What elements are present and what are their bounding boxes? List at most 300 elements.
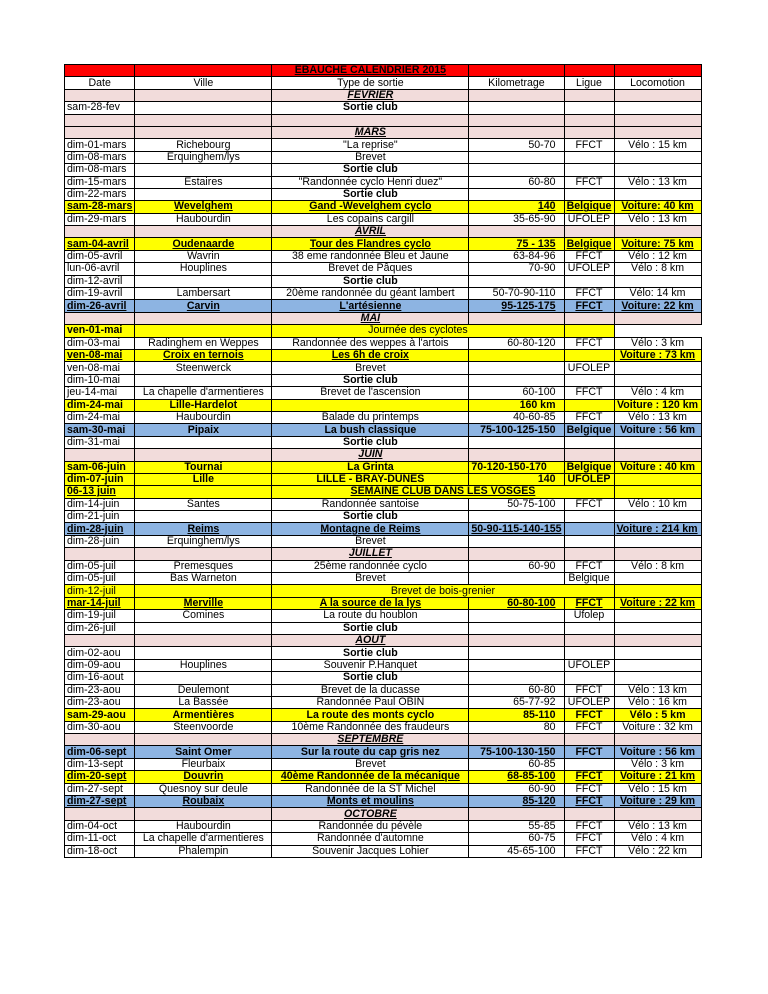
event-locomotion: Vélo : 15 km	[614, 139, 701, 151]
event-locomotion: Voiture : 32 km	[614, 721, 701, 733]
event-locomotion: Voiture : 40 km	[614, 461, 701, 473]
event-locomotion: Voiture : 21 km	[614, 771, 701, 783]
month-name: AOUT	[272, 634, 469, 646]
event-city: Armentières	[135, 709, 272, 721]
event-type: Brevet de bois-grenier	[272, 585, 614, 597]
event-type: Randonnée de la ST Michel	[272, 783, 469, 795]
event-city: Comines	[135, 610, 272, 622]
event-row	[65, 845, 702, 857]
event-locomotion: Voiture : 56 km	[614, 424, 701, 436]
event-row	[65, 374, 702, 386]
event-city: Erquinghem/lys	[135, 535, 272, 547]
event-row	[65, 201, 702, 213]
event-row	[65, 275, 702, 287]
event-km: 75-100-130-150	[469, 746, 564, 758]
event-locomotion: Vélo : 4 km	[614, 387, 701, 399]
month-row	[65, 226, 702, 238]
event-city: Reims	[135, 523, 272, 535]
event-ligue	[564, 436, 614, 448]
event-locomotion	[614, 362, 701, 374]
event-city	[135, 622, 272, 634]
event-ligue: UFOLEP	[564, 213, 614, 225]
event-km: 40-60-85	[469, 411, 564, 423]
event-date: dim-24-mai	[65, 411, 135, 423]
title-row	[65, 65, 702, 77]
empty-cell	[614, 114, 701, 126]
event-km	[469, 164, 564, 176]
empty-cell	[614, 634, 701, 646]
event-km	[469, 188, 564, 200]
event-locomotion: Vélo : 8 km	[614, 560, 701, 572]
event-type: Randonnée des weppes à l'artois	[272, 337, 469, 349]
event-km: 140	[469, 201, 564, 213]
event-city: Bas Warneton	[135, 573, 272, 585]
empty-cell	[65, 634, 135, 646]
event-row	[65, 436, 702, 448]
event-type: Sur la route du cap gris nez	[272, 746, 469, 758]
event-km: 160 km	[469, 399, 564, 411]
empty-cell	[469, 89, 564, 101]
event-city: Roubaix	[135, 796, 272, 808]
event-type: Sortie club	[272, 622, 469, 634]
event-type: 38 eme randonnée Bleu et Jaune	[272, 250, 469, 262]
event-km	[469, 362, 564, 374]
event-locomotion	[614, 486, 701, 498]
empty-cell	[614, 449, 701, 461]
event-date: dim-21-juin	[65, 511, 135, 523]
event-locomotion	[614, 374, 701, 386]
month-row	[65, 312, 702, 324]
header-km: Kilometrage	[469, 77, 564, 89]
event-row	[65, 263, 702, 275]
header-loco: Locomotion	[614, 77, 701, 89]
event-date: dim-20-sept	[65, 771, 135, 783]
empty-cell	[135, 808, 272, 820]
event-city	[135, 325, 272, 337]
event-type: LILLE - BRAY-DUNES	[272, 473, 469, 485]
event-km: 60-100	[469, 387, 564, 399]
event-city: Richebourg	[135, 139, 272, 151]
event-row	[65, 597, 702, 609]
event-date: dim-18-oct	[65, 845, 135, 857]
event-city: Croix en ternois	[135, 349, 272, 361]
event-row	[65, 758, 702, 770]
event-city	[135, 275, 272, 287]
event-locomotion: Vélo : 10 km	[614, 498, 701, 510]
event-ligue	[564, 399, 614, 411]
event-row	[65, 672, 702, 684]
event-ligue	[564, 275, 614, 287]
event-km: 70-120-150-170	[469, 461, 564, 473]
event-date: dim-22-mars	[65, 188, 135, 200]
event-row	[65, 102, 702, 114]
event-km: 95-125-175	[469, 300, 564, 312]
event-ligue: FFCT	[564, 709, 614, 721]
empty-cell	[469, 449, 564, 461]
event-row	[65, 238, 702, 250]
event-locomotion: Vélo : 3 km	[614, 337, 701, 349]
event-city: Steenwerck	[135, 362, 272, 374]
event-city: La Bassée	[135, 696, 272, 708]
event-city: Estaires	[135, 176, 272, 188]
event-ligue: FFCT	[564, 411, 614, 423]
event-locomotion	[614, 647, 701, 659]
event-km	[469, 275, 564, 287]
event-ligue: UFOLEP	[564, 696, 614, 708]
event-ligue: FFCT	[564, 560, 614, 572]
empty-cell	[469, 634, 564, 646]
event-city	[135, 672, 272, 684]
event-date: dim-10-mai	[65, 374, 135, 386]
event-locomotion	[614, 672, 701, 684]
event-date: dim-19-juil	[65, 610, 135, 622]
empty-cell	[564, 226, 614, 238]
event-locomotion	[614, 473, 701, 485]
event-locomotion: Vélo : 13 km	[614, 176, 701, 188]
event-ligue	[564, 647, 614, 659]
event-ligue: Belgique	[564, 461, 614, 473]
empty-cell	[135, 548, 272, 560]
event-ligue: FFCT	[564, 300, 614, 312]
event-city	[135, 436, 272, 448]
empty-cell	[135, 126, 272, 138]
event-city: Lille	[135, 473, 272, 485]
event-locomotion	[564, 325, 614, 337]
event-ligue: FFCT	[564, 139, 614, 151]
event-ligue: FFCT	[564, 250, 614, 262]
event-km: 140	[469, 473, 564, 485]
event-type: 40ème Randonnée de la mécanique	[272, 771, 469, 783]
event-row	[65, 771, 702, 783]
event-date: dim-24-mai	[65, 399, 135, 411]
empty-cell	[614, 734, 701, 746]
empty-cell	[65, 312, 135, 324]
empty-cell	[65, 449, 135, 461]
empty-cell	[614, 126, 701, 138]
event-km: 68-85-100	[469, 771, 564, 783]
event-km: 60-80-120	[469, 337, 564, 349]
event-row	[65, 424, 702, 436]
event-ligue: FFCT	[564, 820, 614, 832]
event-date: sam-28-mars	[65, 201, 135, 213]
event-row	[65, 176, 702, 188]
event-city: Tournai	[135, 461, 272, 473]
event-date: dim-31-mai	[65, 436, 135, 448]
event-type: Les copains cargill	[272, 213, 469, 225]
event-date: dim-04-oct	[65, 820, 135, 832]
event-km	[469, 659, 564, 671]
event-row	[65, 535, 702, 547]
event-city	[135, 188, 272, 200]
event-locomotion: Vélo : 16 km	[614, 696, 701, 708]
event-locomotion: Voiture : 29 km	[614, 796, 701, 808]
event-city: Lille-Hardelot	[135, 399, 272, 411]
event-type: Sortie club	[272, 672, 469, 684]
event-date: jeu-14-mai	[65, 387, 135, 399]
event-city	[135, 585, 272, 597]
event-type: 25ème randonnée cyclo	[272, 560, 469, 572]
event-type: Sortie club	[272, 647, 469, 659]
event-date: dim-13-sept	[65, 758, 135, 770]
empty-cell	[65, 808, 135, 820]
event-row	[65, 721, 702, 733]
event-locomotion: Vélo : 13 km	[614, 213, 701, 225]
event-city: Haubourdin	[135, 213, 272, 225]
event-date: dim-08-mars	[65, 151, 135, 163]
event-locomotion: Vélo : 12 km	[614, 250, 701, 262]
event-km	[469, 511, 564, 523]
event-type	[272, 399, 469, 411]
event-ligue: FFCT	[564, 746, 614, 758]
event-type: Brevet de l'ascension	[272, 387, 469, 399]
event-km: 70-90	[469, 263, 564, 275]
event-locomotion	[614, 535, 701, 547]
event-date: dim-02-aou	[65, 647, 135, 659]
event-type: Gand -Wevelghem cyclo	[272, 201, 469, 213]
event-ligue	[564, 374, 614, 386]
empty-cell	[614, 548, 701, 560]
event-date: dim-26-juil	[65, 622, 135, 634]
header-ligue: Ligue	[564, 77, 614, 89]
event-row	[65, 387, 702, 399]
event-row	[65, 213, 702, 225]
month-name: MARS	[272, 126, 469, 138]
event-row	[65, 151, 702, 163]
empty-cell	[135, 89, 272, 101]
event-date: dim-27-sept	[65, 783, 135, 795]
event-date: ven-08-mai	[65, 349, 135, 361]
event-row	[65, 411, 702, 423]
event-date: lun-06-avril	[65, 263, 135, 275]
event-date: dim-27-sept	[65, 796, 135, 808]
event-locomotion	[614, 573, 701, 585]
event-row	[65, 796, 702, 808]
event-type: Brevet	[272, 573, 469, 585]
event-type: Sortie club	[272, 164, 469, 176]
event-km: 55-85	[469, 820, 564, 832]
empty-cell	[272, 114, 469, 126]
event-type: Brevet	[272, 535, 469, 547]
event-type: Monts et moulins	[272, 796, 469, 808]
event-type: Tour des Flandres cyclo	[272, 238, 469, 250]
event-km	[469, 535, 564, 547]
event-row	[65, 709, 702, 721]
event-ligue: Ufolep	[564, 610, 614, 622]
event-date: dim-12-avril	[65, 275, 135, 287]
event-ligue: UFOLEP	[564, 659, 614, 671]
event-city: Lambersart	[135, 288, 272, 300]
empty-cell	[65, 89, 135, 101]
event-date: dim-28-juin	[65, 523, 135, 535]
empty-cell	[135, 114, 272, 126]
event-row	[65, 473, 702, 485]
event-city: Wavrin	[135, 250, 272, 262]
empty-cell	[65, 114, 135, 126]
event-locomotion: Vélo : 13 km	[614, 411, 701, 423]
event-locomotion	[614, 436, 701, 448]
empty-cell	[614, 226, 701, 238]
event-date: dim-23-aou	[65, 684, 135, 696]
event-type: Balade du printemps	[272, 411, 469, 423]
event-date: dim-30-aou	[65, 721, 135, 733]
event-date: dim-19-avril	[65, 288, 135, 300]
event-row	[65, 696, 702, 708]
event-km	[469, 647, 564, 659]
empty-cell	[469, 808, 564, 820]
event-date: dim-15-mars	[65, 176, 135, 188]
event-type: La bush classique	[272, 424, 469, 436]
event-row	[65, 573, 702, 585]
event-type: Randonnée Paul OBIN	[272, 696, 469, 708]
event-date: dim-05-juil	[65, 560, 135, 572]
event-locomotion: Voiture : 120 km	[614, 399, 701, 411]
event-city: Haubourdin	[135, 411, 272, 423]
event-km: 63-84-96	[469, 250, 564, 262]
event-type: La route des monts cyclo	[272, 709, 469, 721]
event-locomotion	[614, 659, 701, 671]
event-city: Oudenaarde	[135, 238, 272, 250]
event-type: SEMAINE CLUB DANS LES VOSGES	[272, 486, 614, 498]
event-date: sam-04-avril	[65, 238, 135, 250]
event-type: Brevet	[272, 151, 469, 163]
event-city: Douvrin	[135, 771, 272, 783]
empty-cell	[65, 548, 135, 560]
event-km: 60-80	[469, 684, 564, 696]
event-ligue	[564, 164, 614, 176]
event-ligue: FFCT	[564, 783, 614, 795]
header-date: Date	[65, 77, 135, 89]
event-type: Journée des cyclotes	[272, 325, 564, 337]
event-ligue: Belgique	[564, 573, 614, 585]
month-row	[65, 808, 702, 820]
event-date: dim-05-juil	[65, 573, 135, 585]
event-date: dim-29-mars	[65, 213, 135, 225]
event-ligue: FFCT	[564, 721, 614, 733]
event-km: 80	[469, 721, 564, 733]
calendar-table	[64, 64, 702, 858]
event-km: 60-90	[469, 560, 564, 572]
event-city: Quesnoy sur deule	[135, 783, 272, 795]
event-type: Sortie club	[272, 374, 469, 386]
event-type: Montagne de Reims	[272, 523, 469, 535]
event-ligue: UFOLEP	[564, 263, 614, 275]
empty-cell	[65, 734, 135, 746]
event-type: Brevet	[272, 758, 469, 770]
event-date: mar-14-juil	[65, 597, 135, 609]
event-type: Sortie club	[272, 511, 469, 523]
empty-cell	[564, 312, 614, 324]
event-city: Radinghem en Weppes	[135, 337, 272, 349]
event-row	[65, 684, 702, 696]
event-locomotion	[614, 164, 701, 176]
event-city: Carvin	[135, 300, 272, 312]
empty-cell	[564, 548, 614, 560]
event-row	[65, 820, 702, 832]
event-km: 50-70	[469, 139, 564, 151]
month-name: JUIN	[272, 449, 469, 461]
event-row	[65, 610, 702, 622]
event-date: sam-29-aou	[65, 709, 135, 721]
empty-cell	[135, 226, 272, 238]
event-km: 65-77-92	[469, 696, 564, 708]
event-locomotion: Vélo: 14 km	[614, 288, 701, 300]
event-ligue	[564, 672, 614, 684]
event-locomotion: Voiture : 73 km	[614, 349, 701, 361]
event-date: dim-03-mai	[65, 337, 135, 349]
event-row	[65, 164, 702, 176]
event-km	[469, 622, 564, 634]
event-row	[65, 647, 702, 659]
empty-cell	[469, 126, 564, 138]
month-row	[65, 634, 702, 646]
event-type: Souvenir P.Hanquet	[272, 659, 469, 671]
event-date: dim-05-avril	[65, 250, 135, 262]
event-row	[65, 362, 702, 374]
empty-cell	[564, 449, 614, 461]
event-locomotion: Vélo : 13 km	[614, 820, 701, 832]
event-row	[65, 300, 702, 312]
month-name: SEPTEMBRE	[272, 734, 469, 746]
event-date: dim-16-aout	[65, 672, 135, 684]
event-date: sam-06-juin	[65, 461, 135, 473]
event-city	[135, 486, 272, 498]
event-type: Randonnée santoise	[272, 498, 469, 510]
empty-cell	[135, 312, 272, 324]
event-date: ven-08-mai	[65, 362, 135, 374]
empty-cell	[469, 734, 564, 746]
event-km	[469, 102, 564, 114]
event-ligue	[564, 758, 614, 770]
event-km: 50-70-90-110	[469, 288, 564, 300]
event-city	[135, 102, 272, 114]
event-city	[135, 647, 272, 659]
empty-cell	[564, 89, 614, 101]
month-name: AVRIL	[272, 226, 469, 238]
event-ligue: Belgique	[564, 238, 614, 250]
event-city	[135, 511, 272, 523]
event-ligue: FFCT	[564, 684, 614, 696]
event-km: 75 - 135	[469, 238, 564, 250]
event-city: Haubourdin	[135, 820, 272, 832]
event-locomotion	[614, 102, 701, 114]
month-name: FEVRIER	[272, 89, 469, 101]
event-locomotion: Voiture : 22 km	[614, 597, 701, 609]
event-km: 60-90	[469, 783, 564, 795]
event-city: Saint Omer	[135, 746, 272, 758]
event-type: A la source de la lys	[272, 597, 469, 609]
event-ligue	[564, 535, 614, 547]
event-locomotion: Vélo : 5 km	[614, 709, 701, 721]
empty-cell	[469, 114, 564, 126]
event-date: dim-01-mars	[65, 139, 135, 151]
event-ligue: Belgique	[564, 201, 614, 213]
event-date: dim-08-mars	[65, 164, 135, 176]
event-locomotion: Voiture : 56 km	[614, 746, 701, 758]
event-city: Houplines	[135, 263, 272, 275]
event-locomotion	[614, 151, 701, 163]
event-km	[469, 610, 564, 622]
event-row	[65, 560, 702, 572]
empty-cell	[564, 808, 614, 820]
empty-cell	[135, 449, 272, 461]
event-date: dim-06-sept	[65, 746, 135, 758]
event-city: Erquinghem/lys	[135, 151, 272, 163]
event-locomotion: Voiture : 214 km	[614, 523, 701, 535]
event-city: Phalempin	[135, 845, 272, 857]
event-row	[65, 746, 702, 758]
event-locomotion: Vélo : 3 km	[614, 758, 701, 770]
event-city: La chapelle d'armentieres	[135, 833, 272, 845]
